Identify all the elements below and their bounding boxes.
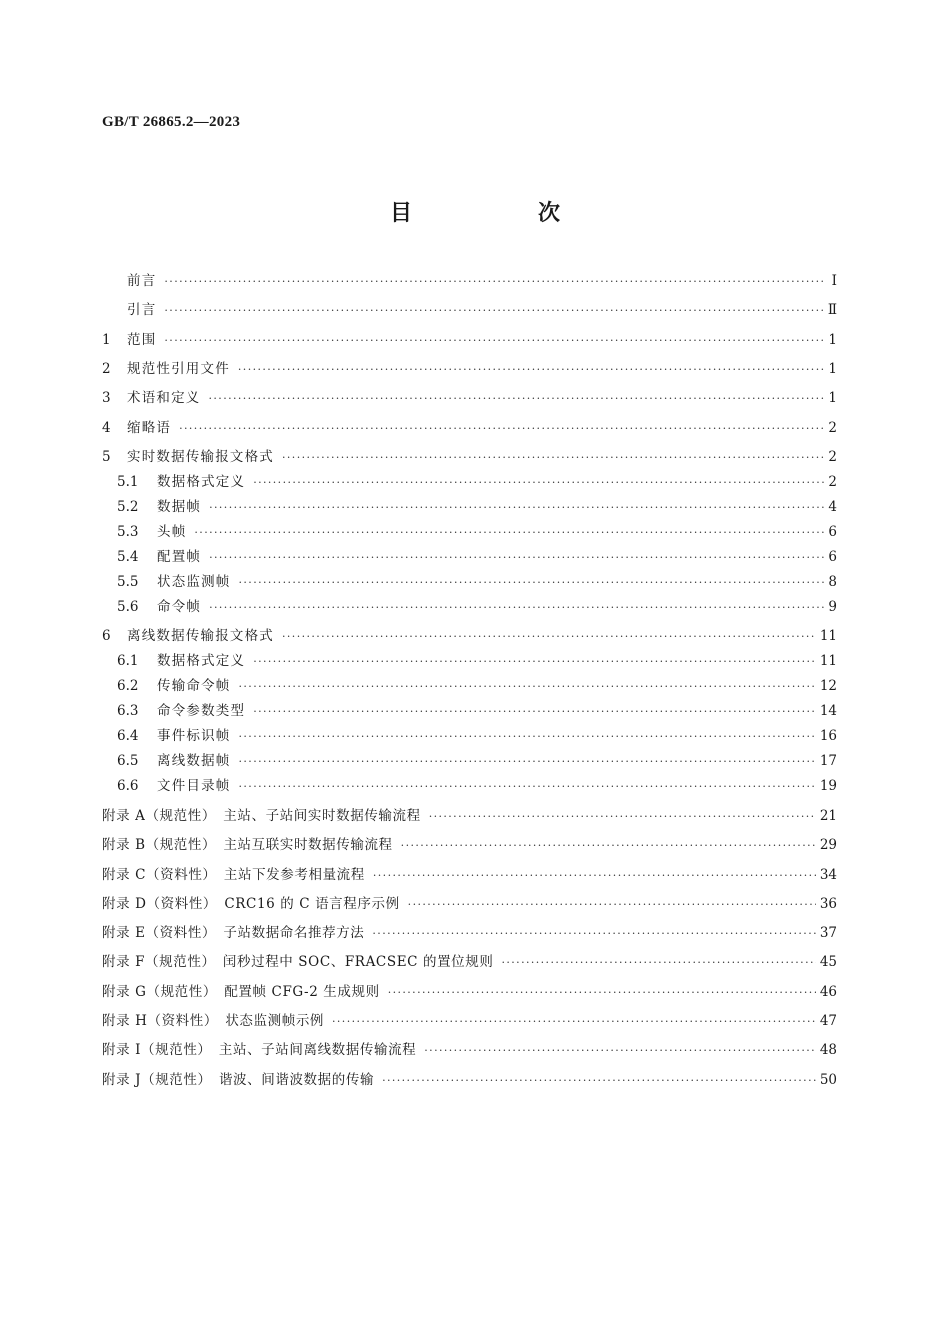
- toc-leader-dots: [408, 894, 816, 916]
- toc-entry-number: 1: [102, 332, 111, 348]
- toc-entry-label: 文件目录帧: [157, 778, 231, 794]
- toc-entry-number: 5.4: [117, 549, 139, 565]
- toc-entry[interactable]: [102, 358, 837, 380]
- toc-entry-page: 2: [828, 420, 837, 436]
- toc-entry-label: 附录 B（规范性） 主站互联实时数据传输流程: [102, 837, 393, 853]
- toc-entry[interactable]: [117, 750, 837, 772]
- toc-leader-dots: [282, 447, 824, 469]
- toc-entry[interactable]: [102, 893, 837, 915]
- toc-entry-page: 29: [819, 837, 837, 853]
- toc-entry-page: 48: [819, 1042, 837, 1058]
- toc-entry[interactable]: [102, 834, 837, 856]
- toc-entry[interactable]: [102, 981, 837, 1003]
- toc-entry-label: 数据格式定义: [157, 653, 246, 669]
- toc-entry-page: 21: [819, 808, 837, 824]
- toc-leader-dots: [332, 1011, 816, 1033]
- toc-leader-dots: [253, 701, 816, 723]
- toc-entry-label: 数据帧: [157, 499, 202, 515]
- toc-entry-page: 6: [828, 524, 837, 540]
- toc-leader-dots: [373, 865, 816, 887]
- toc-entry-label: 术语和定义: [127, 390, 201, 406]
- toc-entry-number: 6: [102, 628, 111, 644]
- toc-leader-dots: [209, 547, 824, 569]
- toc-entry[interactable]: [102, 417, 837, 439]
- toc-entry-page: 1: [828, 332, 837, 348]
- toc-entry[interactable]: [102, 951, 837, 973]
- toc-entry-label: 规范性引用文件: [127, 361, 230, 377]
- toc-entry-label: 实时数据传输报文格式: [127, 449, 274, 465]
- toc-entry[interactable]: [102, 805, 837, 827]
- toc-entry[interactable]: [102, 625, 837, 647]
- toc-entry-page: 34: [819, 867, 837, 883]
- toc-leader-dots: [194, 522, 824, 544]
- toc-entry-page: 1: [828, 361, 837, 377]
- toc-entry-number: 5.3: [117, 524, 139, 540]
- toc-leader-dots: [382, 1070, 816, 1092]
- toc-entry-page: 16: [819, 728, 837, 744]
- toc-leader-dots: [424, 1040, 816, 1062]
- toc-entry[interactable]: [117, 700, 837, 722]
- toc-leader-dots: [209, 497, 824, 519]
- toc-entry-page: 4: [828, 499, 837, 515]
- toc-entry-label: 离线数据传输报文格式: [127, 628, 274, 644]
- toc-leader-dots: [388, 982, 816, 1004]
- toc-leader-dots: [164, 271, 825, 293]
- toc-entry-number: 5.2: [117, 499, 139, 515]
- toc-leader-dots: [164, 300, 823, 322]
- toc-entry-number: 2: [102, 361, 111, 377]
- toc-entry[interactable]: [117, 496, 837, 518]
- toc-leader-dots: [253, 651, 816, 673]
- toc-leader-dots: [209, 597, 824, 619]
- toc-leader-dots: [239, 776, 816, 798]
- toc-entry[interactable]: [102, 270, 837, 292]
- toc-entry-page: 19: [819, 778, 837, 794]
- toc-entry-label: 离线数据帧: [157, 753, 231, 769]
- toc-entry[interactable]: [102, 329, 837, 351]
- toc-entry-page: 11: [819, 628, 837, 644]
- toc-entry-label: 命令帧: [157, 599, 202, 615]
- toc-entry[interactable]: [102, 446, 837, 468]
- toc-leader-dots: [164, 330, 824, 352]
- toc-leader-dots: [282, 626, 816, 648]
- toc-entry-number: 5.6: [117, 599, 139, 615]
- toc-entry[interactable]: [102, 387, 837, 409]
- toc-entry[interactable]: [117, 650, 837, 672]
- toc-leader-dots: [239, 726, 816, 748]
- toc-entry[interactable]: [117, 571, 837, 593]
- page-title: 目 次: [389, 201, 612, 226]
- toc-entry-label: 引言: [127, 302, 157, 318]
- toc-entry[interactable]: [117, 546, 837, 568]
- toc-leader-dots: [238, 359, 825, 381]
- toc-entry-page: 50: [819, 1072, 837, 1088]
- toc-entry-page: 2: [828, 449, 837, 465]
- toc-entry-page: Ⅰ: [831, 273, 837, 289]
- toc-entry[interactable]: [102, 299, 837, 321]
- toc-entry[interactable]: [117, 725, 837, 747]
- toc-entry-page: 36: [819, 896, 837, 912]
- toc-entry-number: 6.5: [117, 753, 139, 769]
- toc-entry-page: 46: [819, 984, 837, 1000]
- toc-leader-dots: [253, 472, 824, 494]
- toc-leader-dots: [239, 676, 816, 698]
- toc-entry-label: 缩略语: [127, 420, 172, 436]
- toc-entry-page: 1: [828, 390, 837, 406]
- toc-entry-page: 9: [828, 599, 837, 615]
- toc-entry-label: 附录 D（资料性） CRC16 的 C 语言程序示例: [102, 896, 400, 912]
- toc-entry[interactable]: [117, 471, 837, 493]
- toc-entry-number: 6.4: [117, 728, 139, 744]
- toc-entry[interactable]: [117, 521, 837, 543]
- toc-entry-label: 数据格式定义: [157, 474, 246, 490]
- standard-code: GB/T 26865.2—2023: [102, 114, 241, 130]
- toc-entry-number: 5.1: [117, 474, 139, 490]
- toc-entry-label: 头帧: [157, 524, 187, 540]
- toc-entry-label: 附录 F（规范性） 闰秒过程中 SOC、FRACSEC 的置位规则: [102, 954, 494, 970]
- toc-entry[interactable]: [102, 864, 837, 886]
- toc-entry-page: 2: [828, 474, 837, 490]
- toc-entry-label: 附录 G（规范性） 配置帧 CFG-2 生成规则: [102, 984, 380, 1000]
- toc-entry-label: 附录 H（资料性） 状态监测帧示例: [102, 1013, 325, 1029]
- toc-entry-page: 6: [828, 549, 837, 565]
- toc-entry-page: 37: [819, 925, 837, 941]
- toc-leader-dots: [209, 388, 825, 410]
- toc-entry-label: 附录 I（规范性） 主站、子站间离线数据传输流程: [102, 1042, 417, 1058]
- toc-entry-label: 状态监测帧: [157, 574, 231, 590]
- toc-entry-page: 14: [819, 703, 837, 719]
- toc-entry-label: 命令参数类型: [157, 703, 246, 719]
- toc-leader-dots: [239, 751, 816, 773]
- toc-entry-label: 附录 A（规范性） 主站、子站间实时数据传输流程: [102, 808, 421, 824]
- toc-entry-label: 事件标识帧: [157, 728, 231, 744]
- toc-entry[interactable]: [102, 1010, 837, 1032]
- toc-entry-page: 12: [819, 678, 837, 694]
- toc-leader-dots: [239, 572, 825, 594]
- toc-entry[interactable]: [102, 1039, 837, 1061]
- toc-leader-dots: [501, 952, 815, 974]
- toc-entry-label: 前言: [127, 273, 157, 289]
- toc-entry-number: 3: [102, 390, 111, 406]
- toc-entry-label: 附录 E（资料性） 子站数据命名推荐方法: [102, 925, 365, 941]
- toc-leader-dots: [372, 923, 815, 945]
- toc-entry-label: 附录 J（规范性） 谐波、间谐波数据的传输: [102, 1072, 375, 1088]
- toc-entry-page: Ⅱ: [827, 302, 837, 318]
- toc-entry-label: 配置帧: [157, 549, 202, 565]
- toc-entry-number: 4: [102, 420, 111, 436]
- toc-leader-dots: [401, 835, 816, 857]
- toc-entry[interactable]: [117, 596, 837, 618]
- toc-entry-number: 6.1: [117, 653, 139, 669]
- toc-entry-page: 45: [819, 954, 837, 970]
- toc-entry-page: 8: [828, 574, 837, 590]
- toc-entry[interactable]: [117, 675, 837, 697]
- toc-entry-number: 6.2: [117, 678, 139, 694]
- toc-entry[interactable]: [102, 922, 837, 944]
- toc-entry-number: 6.3: [117, 703, 139, 719]
- toc-entry[interactable]: [102, 1069, 837, 1091]
- toc-entry-number: 5.5: [117, 574, 139, 590]
- toc-entry-label: 范围: [127, 332, 157, 348]
- toc-leader-dots: [179, 418, 824, 440]
- toc-entry-label: 传输命令帧: [157, 678, 231, 694]
- toc-entry-page: 47: [819, 1013, 837, 1029]
- toc-entry-page: 11: [819, 653, 837, 669]
- toc-entry-page: 17: [819, 753, 837, 769]
- toc-entry-number: 6.6: [117, 778, 139, 794]
- toc-entry-label: 附录 C（资料性） 主站下发参考相量流程: [102, 867, 365, 883]
- toc-leader-dots: [429, 806, 816, 828]
- toc-entry-number: 5: [102, 449, 111, 465]
- toc-entry[interactable]: [117, 775, 837, 797]
